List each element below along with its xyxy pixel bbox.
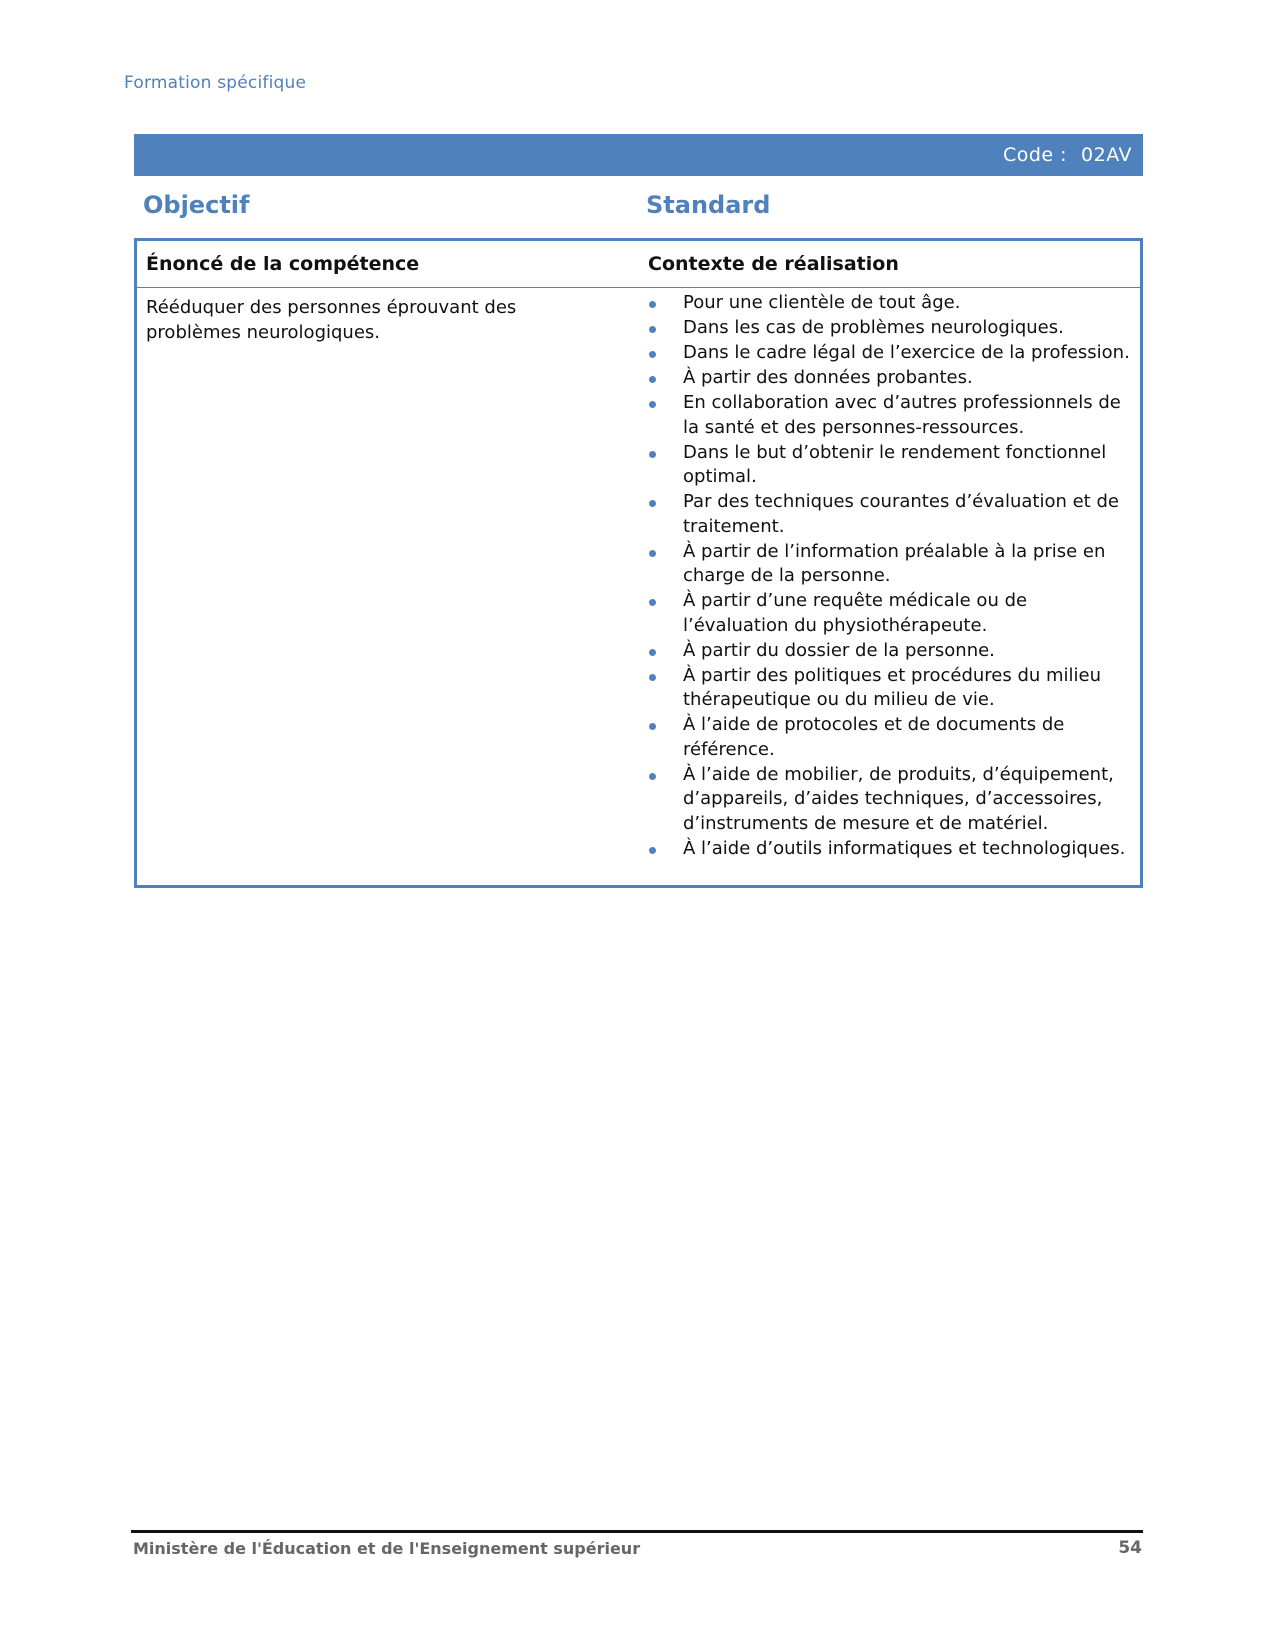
list-item: [648, 441, 1138, 490]
list-item: [648, 713, 1138, 762]
list-item-text: Dans le cadre légal de l’exercice de la profession.: [683, 342, 1130, 363]
list-item: [648, 490, 1138, 539]
standard-title: Standard: [646, 191, 771, 219]
bullet-icon: [649, 500, 656, 507]
bullet-icon: [649, 550, 656, 557]
list-item-text: À l’aide de mobilier, de produits, d’équipement, d’appareils, d’aides techniques, d’accessoires, d’instruments de mesure et de matériel.: [683, 763, 1114, 834]
bullet-icon: [649, 401, 656, 408]
bullet-icon: [649, 773, 656, 780]
bullet-icon: [649, 674, 656, 681]
list-item-text: Pour une clientèle de tout âge.: [683, 292, 961, 313]
footer-ministry: Ministère de l'Éducation et de l'Enseignement supérieur: [133, 1539, 641, 1558]
enonce-heading: Énoncé de la compétence: [146, 253, 420, 275]
list-item-text: À l’aide d’outils informatiques et technologiques.: [683, 837, 1126, 859]
enonce-text: Rééduquer des personnes éprouvant des problèmes neurologiques.: [146, 297, 517, 343]
list-item-text: Dans les cas de problèmes neurologiques.: [683, 317, 1064, 338]
list-item: [648, 664, 1138, 713]
code-value: 02AV: [1081, 144, 1132, 166]
page-number: 54: [1118, 1538, 1142, 1558]
code-bar: [134, 134, 1143, 176]
list-item-text: Dans le but d’obtenir le rendement fonctionnel optimal.: [683, 441, 1107, 487]
list-item-text: À partir du dossier de la personne.: [683, 639, 995, 661]
list-item-text: À l’aide de protocoles et de documents de référence.: [683, 714, 1065, 760]
list-item: [648, 341, 1138, 366]
contexte-list: [648, 291, 1138, 862]
bullet-icon: [649, 376, 656, 383]
bullet-icon: [649, 451, 656, 458]
list-item: [648, 366, 1138, 391]
bullet-icon: [649, 649, 656, 656]
list-item-text: À partir des données probantes.: [683, 367, 973, 388]
list-item-text: À partir de l’information préalable à la prise en charge de la personne.: [683, 540, 1106, 586]
list-item-text: À partir des politiques et procédures du milieu thérapeutique ou du milieu de vie.: [683, 664, 1102, 710]
list-item: [648, 837, 1138, 862]
list-item-text: À partir d’une requête médicale ou de l’évaluation du physiothérapeute.: [683, 590, 1028, 636]
footer-divider: [131, 1530, 1143, 1533]
list-item: [648, 540, 1138, 589]
contexte-heading: Contexte de réalisation: [648, 253, 899, 275]
bullet-icon: [649, 599, 656, 606]
list-item: [648, 639, 1138, 664]
list-item-text: En collaboration avec d’autres professionnels de la santé et des personnes-ressources.: [683, 392, 1121, 438]
list-item: [648, 291, 1138, 316]
list-item: [648, 589, 1138, 638]
competence-table-header: [137, 241, 1140, 288]
list-item: [648, 316, 1138, 341]
bullet-icon: [649, 351, 656, 358]
competence-table: [134, 238, 1143, 888]
bullet-icon: [649, 326, 656, 333]
bullet-icon: [649, 847, 656, 854]
code-label: Code :: [1002, 144, 1068, 166]
running-header: Formation spécifique: [124, 73, 307, 93]
bullet-icon: [649, 301, 656, 308]
list-item: [648, 391, 1138, 440]
list-item: [648, 763, 1138, 837]
bullet-icon: [649, 723, 656, 730]
list-item-text: Par des techniques courantes d’évaluation et de traitement.: [683, 491, 1119, 537]
objectif-title: Objectif: [143, 191, 250, 219]
